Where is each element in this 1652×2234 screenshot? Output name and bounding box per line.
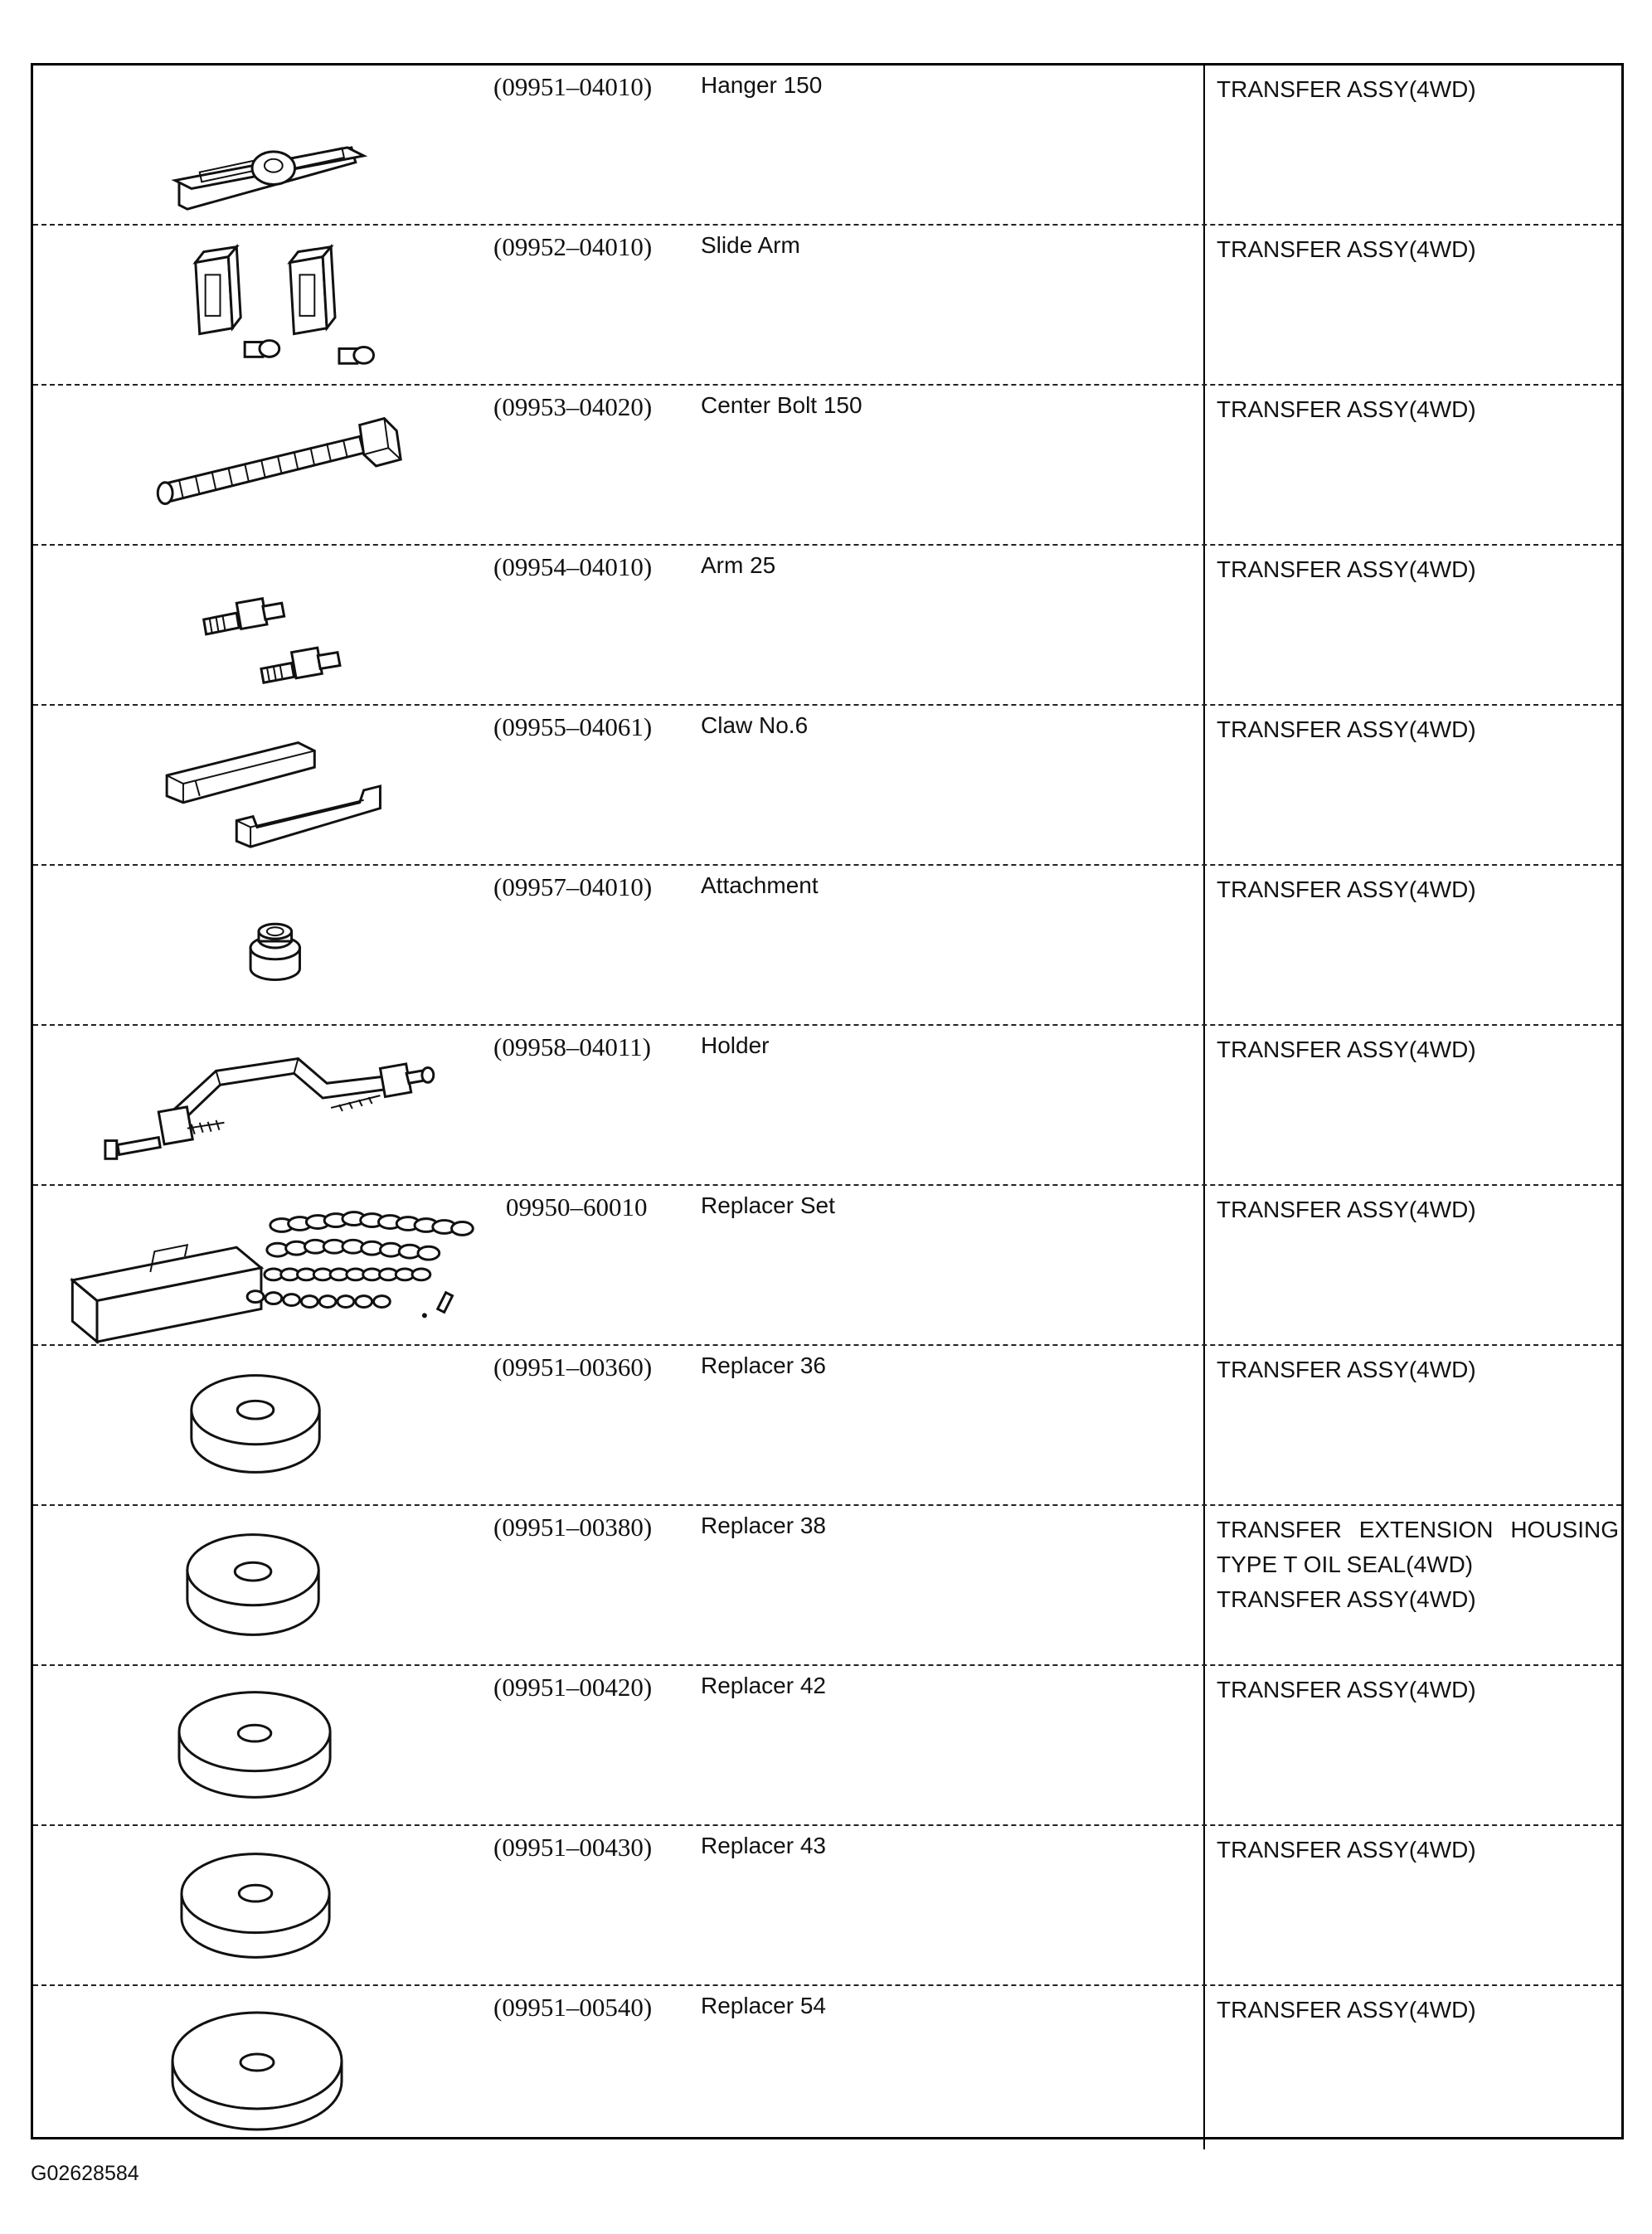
application-line: TRANSFER ASSY(4WD): [1217, 1197, 1476, 1222]
column-divider: [1203, 1346, 1205, 1504]
application: [1217, 232, 1619, 267]
part-number: (09954–04010): [493, 552, 653, 581]
application: [1217, 1032, 1619, 1067]
application: [1217, 1833, 1619, 1867]
center-bolt-icon: [33, 386, 481, 544]
application: [1217, 1192, 1619, 1227]
tool-name: Replacer 36: [701, 1353, 826, 1378]
column-divider: [1203, 1986, 1205, 2149]
application-line: TRANSFER ASSY(4WD): [1217, 1997, 1476, 2023]
application-line: TRANSFER ASSY(4WD): [1217, 236, 1476, 262]
table-row: [33, 706, 1621, 866]
column-divider: [1203, 66, 1205, 224]
tool-name: Hanger 150: [701, 72, 823, 98]
application: [1217, 872, 1619, 907]
replacer-disc-icon: [33, 1666, 481, 1824]
tool-name: Slide Arm: [701, 232, 800, 258]
table-row: [33, 1986, 1621, 2149]
tool-name: Center Bolt 150: [701, 392, 862, 418]
tool-name: Replacer Set: [701, 1192, 835, 1218]
application-line: TRANSFER ASSY(4WD): [1217, 76, 1476, 102]
application: [1217, 712, 1619, 747]
table-row: [33, 866, 1621, 1026]
tool-name: Attachment: [701, 872, 819, 898]
application: [1217, 552, 1619, 587]
column-divider: [1203, 1826, 1205, 1984]
tool-name: Holder: [701, 1032, 770, 1058]
column-divider: [1203, 1186, 1205, 1344]
table-row: [33, 1346, 1621, 1506]
application-line: TRANSFER ASSY(4WD): [1217, 1837, 1476, 1862]
part-number: (09951–00360): [493, 1353, 653, 1382]
table-row: [33, 1026, 1621, 1186]
part-number: (09951–00380): [493, 1513, 653, 1542]
tool-name: Claw No.6: [701, 712, 809, 738]
application-line: TRANSFER ASSY(4WD): [1217, 396, 1476, 422]
replacer-disc-icon: [33, 1986, 481, 2149]
part-number: (09951–00420): [493, 1673, 653, 1702]
table-row: [33, 66, 1621, 226]
application-line: TRANSFER ASSY(4WD): [1217, 716, 1476, 742]
application: [1217, 392, 1619, 427]
column-divider: [1203, 226, 1205, 384]
application: [1217, 1993, 1619, 2028]
application: [1217, 1673, 1619, 1707]
table-row: [33, 546, 1621, 706]
replacer-set-icon: [33, 1186, 481, 1344]
application: [1217, 1513, 1619, 1617]
application: [1217, 72, 1619, 107]
column-divider: [1203, 1666, 1205, 1824]
hanger-icon: [33, 66, 481, 224]
application-line: TRANSFER ASSY(4WD): [1217, 1586, 1476, 1612]
part-number: (09955–04061): [493, 712, 653, 741]
special-tool-table: [31, 63, 1624, 2139]
part-number: (09952–04010): [493, 232, 653, 261]
part-number: (09953–04020): [493, 392, 653, 421]
column-divider: [1203, 706, 1205, 864]
replacer-disc-icon: [33, 1826, 481, 1984]
tool-name: Replacer 38: [701, 1513, 826, 1538]
tool-name: Replacer 43: [701, 1833, 826, 1858]
part-number: (09958–04011): [493, 1032, 651, 1061]
application-line: TRANSFER ASSY(4WD): [1217, 1037, 1476, 1062]
tool-name: Arm 25: [701, 552, 776, 578]
table-row: [33, 1826, 1621, 1986]
application-line: TRANSFER ASSY(4WD): [1217, 877, 1476, 902]
table-row: [33, 1506, 1621, 1666]
replacer-disc-icon: [33, 1506, 481, 1664]
claw-icon: [33, 706, 481, 864]
table-row: [33, 1666, 1621, 1826]
replacer-disc-icon: [33, 1346, 481, 1504]
part-number: (09951–00540): [493, 1993, 653, 2022]
column-divider: [1203, 386, 1205, 544]
application-line: TRANSFER ASSY(4WD): [1217, 1357, 1476, 1382]
application: [1217, 1353, 1619, 1387]
attachment-icon: [33, 866, 481, 1024]
application-line: TRANSFER EXTENSION HOUSING: [1217, 1517, 1619, 1542]
part-number: 09950–60010: [506, 1192, 648, 1221]
table-row: [33, 1186, 1621, 1346]
table-row: [33, 386, 1621, 546]
table-row: [33, 226, 1621, 386]
application-line: TRANSFER ASSY(4WD): [1217, 1677, 1476, 1702]
part-number: (09957–04010): [493, 872, 653, 901]
column-divider: [1203, 1026, 1205, 1184]
figure-code: G02628584: [31, 2162, 139, 2185]
tool-name: Replacer 42: [701, 1673, 826, 1698]
part-number: (09951–00430): [493, 1833, 653, 1862]
column-divider: [1203, 1506, 1205, 1664]
application-line: TYPE T OIL SEAL(4WD): [1217, 1552, 1474, 1577]
column-divider: [1203, 866, 1205, 1024]
holder-icon: [33, 1026, 481, 1184]
part-number: (09951–04010): [493, 72, 653, 101]
slide-arm-icon: [33, 226, 481, 384]
column-divider: [1203, 546, 1205, 704]
application-line: TRANSFER ASSY(4WD): [1217, 556, 1476, 582]
tool-name: Replacer 54: [701, 1993, 826, 2018]
arm-icon: [33, 546, 481, 704]
